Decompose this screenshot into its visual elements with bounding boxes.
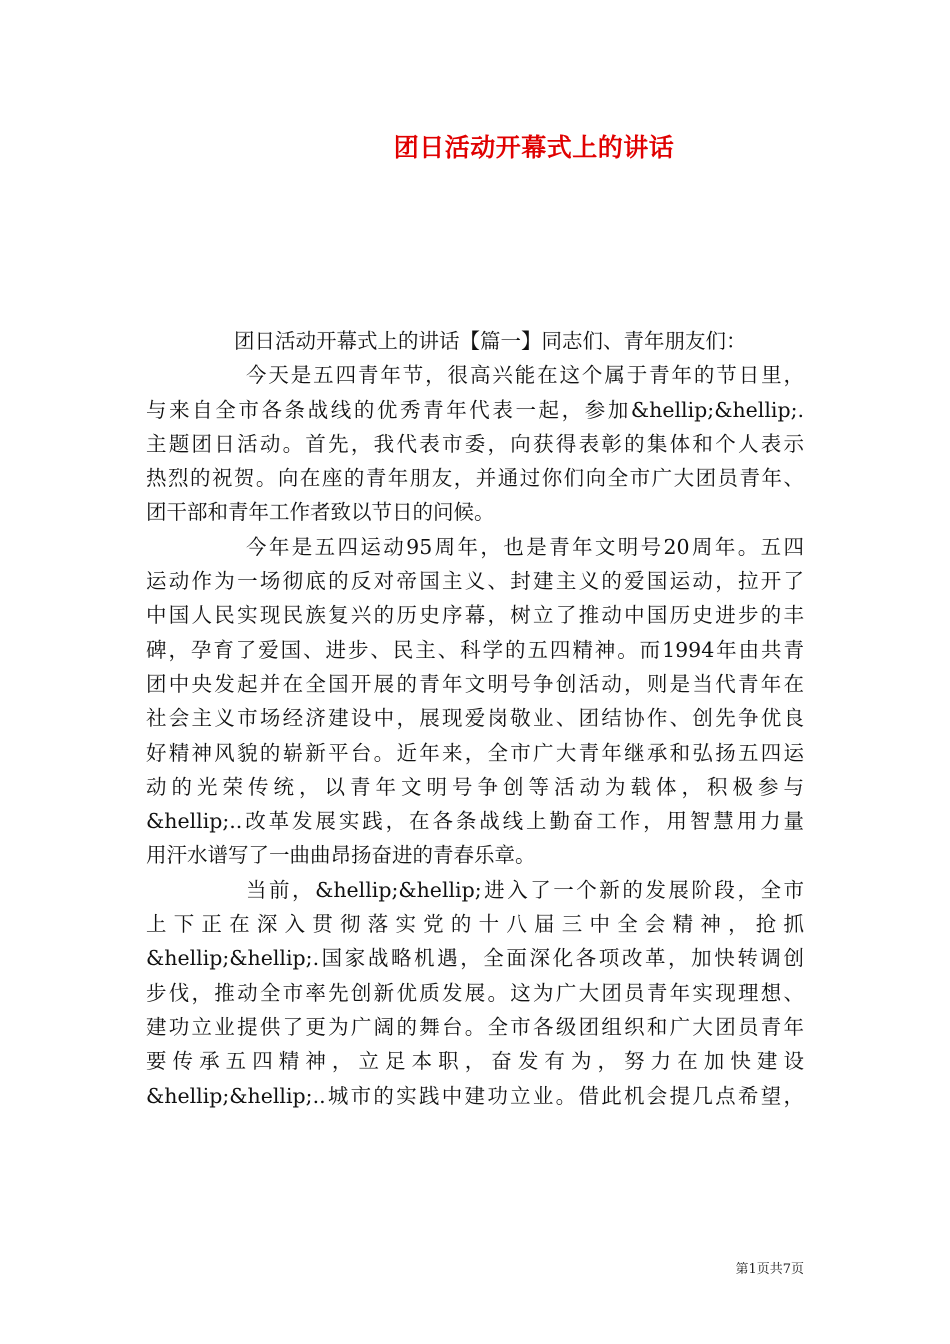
text-line: 团日活动开幕式上的讲话【篇一】同志们、青年朋友们： xyxy=(234,329,747,353)
text-line: &hellip;&hellip;.国家战略机遇，全面深化各项改革，加快转调创 xyxy=(146,946,804,971)
paragraph xyxy=(146,324,804,358)
text-line: 动的光荣传统，以青年文明号争创等活动为载体，积极参与 xyxy=(146,774,804,799)
text-line: 中国人民实现民族复兴的历史序幕，树立了推动中国历史进步的丰 xyxy=(146,603,804,628)
text-line: 团中央发起并在全国开展的青年文明号争创活动，则是当代青年在 xyxy=(146,671,804,696)
page-number: 第1页共7页 xyxy=(735,1262,804,1277)
text-line: &hellip;&hellip;..城市的实践中建功立业。借此机会提几点希望， xyxy=(146,1083,804,1108)
paragraph xyxy=(146,358,804,529)
text-line: 主题团日活动。首先，我代表市委，向获得表彰的集体和个人表示 xyxy=(146,431,804,456)
text-line: 团干部和青年工作者致以节日的问候。 xyxy=(146,500,495,525)
text-line: 要传承五四精神，立足本职，奋发有为，努力在加快建设 xyxy=(146,1049,804,1074)
document-title: 团日活动开幕式上的讲话 xyxy=(393,133,675,162)
text-line: 建功立业提供了更为广阔的舞台。全市各级团组织和广大团员青年 xyxy=(146,1014,804,1039)
text-line: 上下正在深入贯彻落实党的十八届三中全会精神，抢抓 xyxy=(146,912,804,937)
text-line: &hellip;..改革发展实践，在各条战线上勤奋工作，用智慧用力量 xyxy=(146,809,804,834)
text-line: 好精神风貌的崭新平台。近年来，全市广大青年继承和弘扬五四运 xyxy=(146,740,804,765)
paragraph xyxy=(146,530,804,873)
text-line: 步伐，推动全市率先创新优质发展。这为广大团员青年实现理想、 xyxy=(146,980,804,1005)
paragraph xyxy=(146,873,804,1113)
text-line: 碑，孕育了爱国、进步、民主、科学的五四精神。而1994年由共青 xyxy=(146,637,804,662)
text-line: 与来自全市各条战线的优秀青年代表一起，参加&hellip;&hellip;. xyxy=(146,397,804,422)
text-line: 当前，&hellip;&hellip;进入了一个新的发展阶段，全市 xyxy=(246,877,804,902)
text-line: 社会主义市场经济建设中，展现爱岗敬业、团结协作、创先争优良 xyxy=(146,706,804,731)
text-line: 热烈的祝贺。向在座的青年朋友，并通过你们向全市广大团员青年、 xyxy=(146,466,804,491)
document-body xyxy=(146,324,804,1113)
text-line: 用汗水谱写了一曲曲昂扬奋进的青春乐章。 xyxy=(146,843,536,868)
text-line: 今天是五四青年节，很高兴能在这个属于青年的节日里， xyxy=(246,363,804,388)
text-line: 运动作为一场彻底的反对帝国主义、封建主义的爱国运动，拉开了 xyxy=(146,569,804,594)
text-line: 今年是五四运动95周年，也是青年文明号20周年。五四 xyxy=(246,534,804,559)
